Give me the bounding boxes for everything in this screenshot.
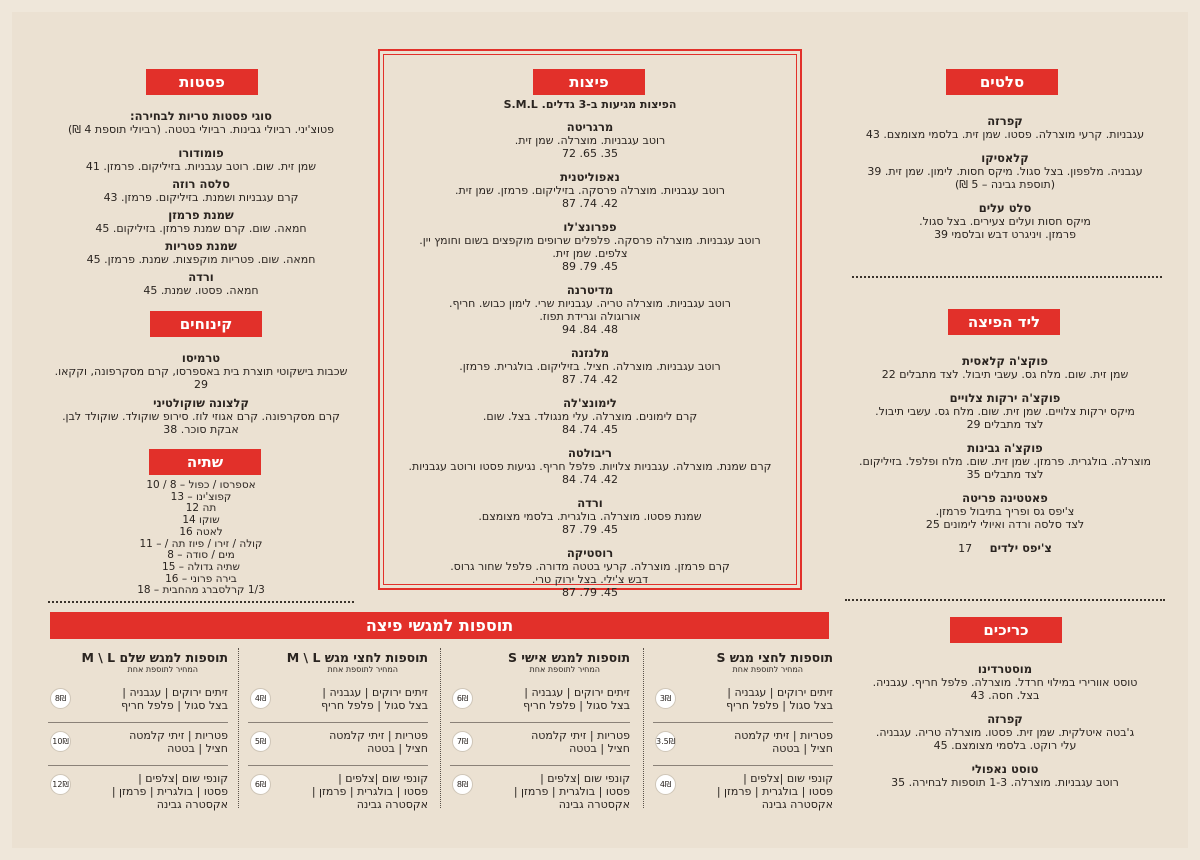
item-name: פפרונצ'לו [563,220,617,234]
item-name: ורדה [188,270,214,284]
item-desc: צ'יפס גס ופריך בתיבול פרמזן. [935,505,1075,518]
item-desc: חמאה. שום. פטריות מוקפצות. שמנת. פרמזן. 45 [86,253,316,266]
item-name: מרגריטה [566,120,614,134]
drink-line: שוקו 14 [182,514,220,527]
item-desc: עגבניה. מלפפון. בצל סגול. מיקס חסות. לימון. שמן זית. 39 [867,165,1143,178]
menu-item [48,209,354,235]
menu-item [845,115,1165,141]
item-desc: שמן זית. שום. רוטב עגבניות. בזיליקום. פרמזן. 41 [85,160,317,173]
drink-line: אספרסו / כפול – 8 / 10 [146,479,256,491]
item-price: 45. 79. 87 [562,523,618,536]
sandwiches-title: כריכים [950,617,1062,643]
topping-row [450,766,630,814]
item-desc: קרם מסקרפונה. קרם אגוזי לוז. סירופ שוקולד. שוקולד לבן. [62,410,340,423]
item-extra: (תוספת גבינה – 5 ₪) [954,178,1056,191]
price-circle: 4₪ [250,688,271,709]
topping-row [450,680,630,723]
item-name: רוסטיקה [566,546,614,560]
price-circle: 10₪ [50,731,71,752]
topping-text: זיתים ירוקים | עגבניה | בצל סגול | פלפל חריף [121,686,228,712]
divider [852,276,1162,278]
menu-item [392,121,788,160]
price-circle: 5₪ [250,731,271,752]
topping-text: זיתים ירוקים | עגבניה | בצל סגול | פלפל חריף [523,686,630,712]
drink-line: מים / סודה – 8 [167,549,235,562]
item-name: מלנזנה [570,346,610,360]
item-extra: לצד מתבלים 35 [966,468,1044,481]
column-divider [643,648,644,808]
toppings-column [48,650,228,814]
column-subtitle: המחיר לתוספת אחת [327,665,398,674]
item-name: מוסטרדינו [977,662,1033,676]
menu-item [48,147,354,173]
topping-row [248,680,428,723]
item-name: פוקצ'ה גבינות [967,441,1043,455]
menu-item [845,442,1165,481]
item-desc: שמן זית. שום. מלח גס. עשבי תיבול. לצד מתבלים 22 [881,368,1129,381]
item-desc: טוסט אוורירי במילוי חרדל. מוצרלה. פלפל חריף. עגבניה. [872,676,1138,689]
item-name: קלאסיקו [981,151,1029,165]
item-name: טוסט נאפולי [971,762,1039,776]
menu-item [392,284,788,336]
pastas-title: פסטות [146,69,258,95]
column-title: תוספות למגש אישי S [507,650,630,665]
item-desc: שמנת פסטו. מוצרלה. בולגרית. בלסמי מצומצם. [478,510,702,523]
price-circle: 12₪ [50,774,71,795]
item-desc: עגבניות. קרעי מוצרלה. פסטו. שמן זית. בלסמי מצומצם. 43 [865,128,1145,141]
item-name: נאפוליטנית [560,170,620,184]
item-extra: 29 [194,378,208,391]
menu-item [48,397,354,436]
menu-item [392,547,788,599]
menu-item [48,352,354,391]
price-circle: 3₪ [655,688,676,709]
price-circle: 8₪ [50,688,71,709]
topping-row [450,723,630,766]
item-price: 48. 84. 94 [562,323,618,336]
drink-line: 1/3 קרלסברג מהחבית – 18 [137,584,265,597]
item-desc: רוטב עגבניות. מוצרלה. שמן זית. [514,134,666,147]
price-circle: 8₪ [452,774,473,795]
drink-line: תה 12 [185,502,217,515]
item-price: 42. 74. 84 [562,473,618,486]
item-extra: אבקת סוכר. 38 [163,423,239,436]
topping-text: פטריות | זיתי קלמטה חציל | בטטה [129,729,228,755]
item-desc: ג'בטה איטלקית. שמן זית. פסטו. מוצרלה טריה. עגבניה. [875,726,1135,739]
topping-text: קונפי שום |צלפים | פסטו | בולגרית | פרמזן | אקסטרה גבינה [716,772,833,811]
pasta-intro [48,110,354,136]
item-price: 45. 74. 84 [562,423,618,436]
item-extra: עלי רוקט. בלסמי מצומצם. 45 [933,739,1077,752]
item-name: לימונצ'לה [563,396,617,410]
item-desc: מיקס חסות ועלים צעירים. בצל סגול. [919,215,1091,228]
menu-item [845,355,1165,381]
price-circle: 4₪ [655,774,676,795]
drink-line: לאטה 16 [179,525,223,538]
item-price: 35. 65. 72 [562,147,618,160]
item-price: 42. 74. 87 [562,373,618,386]
menu-item [845,202,1165,241]
topping-row [653,723,833,766]
item-name: סוגי פסטות טריות לבחירה: [130,109,272,123]
item-extra: צלפים. שמן זית. [552,247,628,260]
salads-section [845,115,1165,252]
menu-item [392,497,788,536]
menu-item [392,221,788,273]
item-price: 42. 74. 87 [562,197,618,210]
column-subtitle: המחיר לתוספת אחת [732,665,803,674]
item-desc: שכבות בישקוטי תוצרת בית באספרסו, קרם מסקרפונה, וקקאו. [54,365,348,378]
salads-title: סלטים [946,69,1058,95]
drink-line: בירה פרוני – 16 [165,572,237,585]
topping-row [248,723,428,766]
item-name: פוקצ'ה ירקות צלויים [949,391,1061,405]
column-divider [440,648,441,808]
topping-text: קונפי שום |צלפים | פסטו | בולגרית | פרמזן | אקסטרה גבינה [111,772,228,811]
item-desc: רוטב עגבניות. מוצרלה. חציל. בזיליקום. בולגרית. פרמזן. [459,360,721,373]
price-circle: 6₪ [452,688,473,709]
item-name: קפרזה [987,114,1023,128]
topping-text: פטריות | זיתי קלמטה חציל | בטטה [531,729,630,755]
column-subtitle: המחיר לתוספת אחת [529,665,600,674]
menu-item [392,347,788,386]
column-title: תוספות לחצי מגש S [716,650,833,665]
divider [845,599,1165,601]
item-extra: פרמזן. ויניגרט דבש ובלסמי 39 [934,228,1076,241]
topping-text: זיתים ירוקים | עגבניה | בצל סגול | פלפל חריף [726,686,833,712]
item-desc: קרם עגבניות ושמנת. בזיליקום. פרמזן. 43 [103,191,299,204]
item-desc: קרם פרמזן. מוצרלה. קרעי בטטה מדורה. פלפל שחור גרוס. [450,560,730,573]
pizzas-title: פיצות [533,69,645,95]
sides-section [845,355,1165,566]
price-circle: 6₪ [250,774,271,795]
item-desc: פטוצ'יני. רביולי גבינות. רביולי בטטה. (רביולי תוספת 4 ₪) [67,123,335,136]
drinks-title: שתיה [149,449,261,475]
topping-row [48,723,228,766]
topping-text: קונפי שום |צלפים | פסטו | בולגרית | פרמזן | אקסטרה גבינה [311,772,428,811]
item-desc: קרם שמנת. מוצרלה. עגבניות צלויות. פלפל חריף. נגיעות פסטו ורוטב עגבניות. [408,460,772,473]
item-name: סלסה רוזה [172,177,230,191]
item-extra: בצל. חסה. 43 [970,689,1040,702]
item-desc: חמאה. פסטו. שמנת. 45 [143,284,259,297]
item-name: צ'יפס ילדים [989,541,1052,555]
menu-item [392,397,788,436]
toppings-column [653,650,833,814]
menu-item [48,178,354,204]
item-desc: מיקס ירקות צלויים. שמן זית. שום. מלח גס. עשבי תיבול. [875,405,1135,418]
item-desc: מוצרלה. בולגרית. פרמזן. שמן זית. שום. מלח ופלפל. בזיליקום. [859,455,1151,468]
price-circle: 3.5₪ [655,731,676,752]
price-circle: 7₪ [452,731,473,752]
toppings-column [450,650,630,814]
item-desc: רוטב עגבניות. מוצרלה פרסקה. בזיליקום. פרמזן. שמן זית. [455,184,725,197]
item-desc: רוטב עגבניות. מוצרלה פרסקה. פלפלים שרופים מוקפצים בשום וחומץ יין. [419,234,761,247]
item-name: שמנת פטריות [165,239,237,253]
item-name: טרמיסו [181,351,221,365]
item-name: קפרזה [987,712,1023,726]
item-name: פוקצ'ה קלאסית [962,354,1048,368]
topping-text: פטריות | זיתי קלמטה חציל | בטטה [734,729,833,755]
column-divider [238,648,239,808]
sandwiches-section [845,663,1165,800]
item-extra: לצד מתבלים 29 [966,418,1044,431]
item-extra: דבש צ'ילי. בצל ירוק טרי. [531,573,649,586]
drink-line: קולה / זירו / פיוז תה / – 11 [139,537,263,550]
sides-title: ליד הפיצה [948,309,1060,335]
menu-item [845,542,1165,555]
divider [48,601,354,603]
item-extra: אורוגולה וגרידת תפוז. [539,310,641,323]
item-name: פאטטינה פריטה [962,491,1048,505]
menu-item [845,713,1165,752]
topping-text: פטריות | זיתי קלמטה חציל | בטטה [329,729,428,755]
menu-item [845,392,1165,431]
item-desc: רוטב עגבניות. מוצרלה טריה. עגבניות שרי. לימון כבוש. חריף. [448,297,732,310]
desserts-section [48,352,354,447]
item-desc: חמאה. שום. קרם שמנת פרמזן. בזיליקום. 45 [95,222,307,235]
topping-text: זיתים ירוקים | עגבניה | בצל סגול | פלפל חריף [321,686,428,712]
menu-item [392,447,788,486]
item-name: פומודורו [178,146,224,160]
item-name: קלצונה שוקולטיני [153,396,249,410]
item-name: שמנת פרמזן [168,208,234,222]
menu-item [845,663,1165,702]
topping-row [48,766,228,814]
item-price: 45. 79. 89 [562,260,618,273]
item-extra: לצד סלסה ורדה ואיולי לימונים 25 [925,518,1085,531]
topping-row [48,680,228,723]
menu-item [392,171,788,210]
item-name: ורדה [577,496,603,510]
item-desc: קרם לימונים. מוצרלה. עלי מנגולד. בצל. שום. [482,410,698,423]
menu-item [845,763,1165,789]
drink-line: שתיה גדולה – 15 [162,560,240,573]
item-name: ריבולטה [568,446,612,460]
pastas-section [48,110,354,302]
topping-row [248,766,428,814]
menu-item [845,492,1165,531]
topping-row [653,766,833,814]
topping-text: קונפי שום |צלפים | פסטו | בולגרית | פרמזן | אקסטרה גבינה [513,772,630,811]
item-desc: רוטב עגבניות. מוצרלה. 1-3 תוספות לבחירה. 35 [891,776,1119,789]
column-subtitle: המחיר לתוספת אחת [127,665,198,674]
menu-item [48,240,354,266]
item-name: סלט עלים [978,201,1032,215]
pizzas-section [392,98,788,610]
desserts-title: קינוחים [150,311,262,337]
item-price: 45. 79. 87 [562,586,618,599]
item-name: מדיטרנה [566,283,614,297]
drink-line: קפוצ'ינו – 13 [170,490,232,503]
toppings-banner: תוספות למגשי פיצה [50,612,829,639]
column-title: תוספות למגש שלם M \ L [81,650,228,665]
menu-item [48,271,354,297]
pizzas-subtitle: הפיצות מגיעות ב-3 גדלים. S.M.L [503,98,677,111]
column-title: תוספות לחצי מגש M \ L [286,650,428,665]
item-price: 17 [958,542,973,555]
topping-row [653,680,833,723]
drinks-section [48,480,354,597]
toppings-column [248,650,428,814]
menu-item [845,152,1165,191]
